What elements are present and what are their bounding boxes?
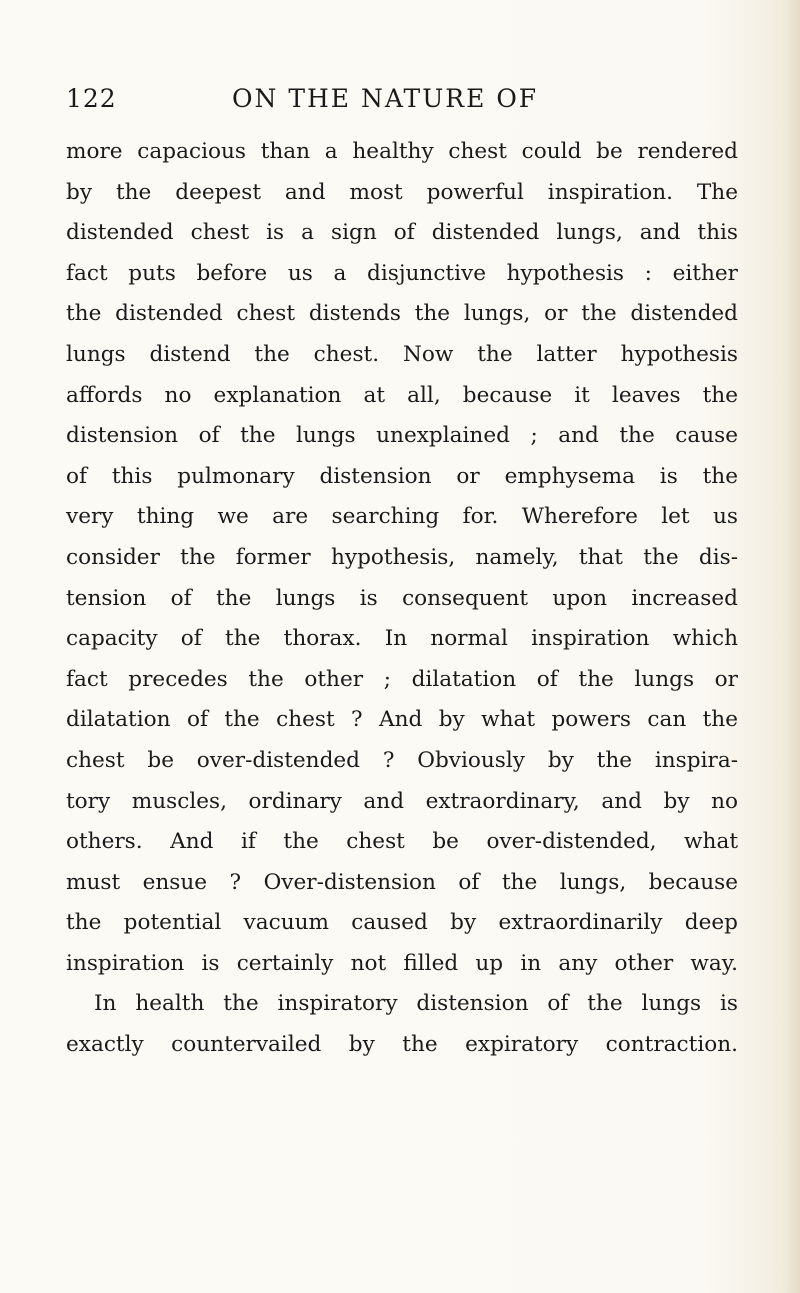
text-line: exactly countervailed by the expiratory contraction.	[66, 1032, 738, 1058]
text-line: the potential vacuum caused by extraordinarily deep	[66, 910, 738, 936]
text-line: fact precedes the other ; dilatation of the lungs or	[66, 666, 738, 692]
text-line: distension of the lungs unexplained ; and the cause	[66, 423, 738, 449]
page-edge-shadow	[786, 0, 800, 1293]
text-line: more capacious than a healthy chest could be rendered	[66, 139, 738, 164]
text-line: of this pulmonary distension or emphysema is the	[66, 463, 738, 489]
body-text	[66, 132, 738, 1066]
text-line: others. And if the chest be over-distended, what	[66, 829, 738, 855]
text-line: very thing we are searching for. Wherefore let us	[66, 504, 738, 530]
page-number: 122	[66, 84, 117, 113]
text-line: fact puts before us a disjunctive hypothesis : either	[66, 260, 738, 286]
text-line: the distended chest distends the lungs, or the distended	[66, 301, 738, 327]
text-line: affords no explanation at all, because it leaves the	[66, 382, 738, 408]
text-line: lungs distend the chest. Now the latter hypothesis	[66, 341, 738, 367]
text-line: dilatation of the chest ? And by what powers can the	[66, 707, 738, 733]
text-line: tory muscles, ordinary and extraordinary, and by no	[66, 788, 738, 814]
running-title: ON THE NATURE OF	[232, 84, 539, 113]
text-line: distended chest is a sign of distended lungs, and this	[66, 220, 738, 246]
text-line: by the deepest and most powerful inspiration. The	[66, 179, 738, 205]
text-line: capacity of the thorax. In normal inspiration which	[66, 626, 738, 652]
text-line: tension of the lungs is consequent upon increased	[66, 585, 738, 611]
text-line: chest be over-distended ? Obviously by the inspira-	[66, 747, 738, 773]
running-head	[66, 84, 734, 124]
paragraph-start-line: In health the inspiratory distension of the lungs is	[94, 991, 738, 1017]
text-line: consider the former hypothesis, namely, that the dis-	[66, 544, 738, 570]
text-line: inspiration is certainly not filled up in any other way.	[66, 950, 738, 976]
text-line: must ensue ? Over-distension of the lungs, because	[66, 869, 738, 895]
